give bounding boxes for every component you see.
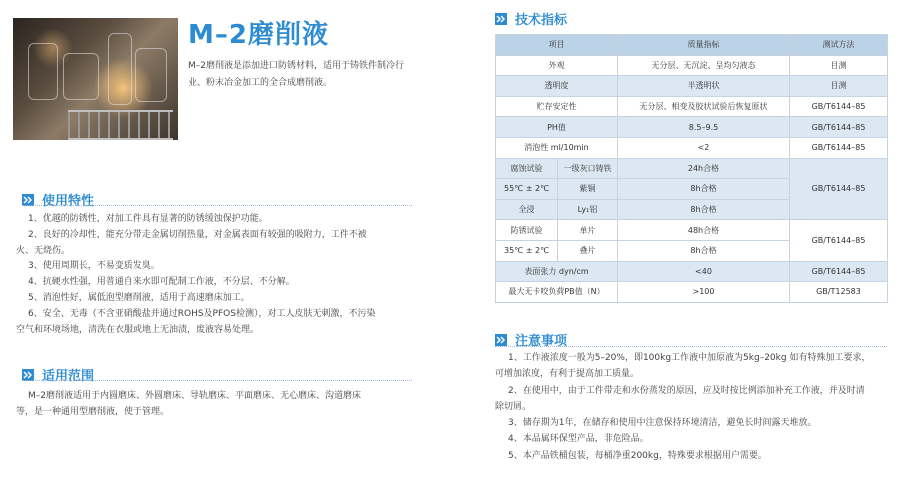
header-cell: 测试方法 xyxy=(790,35,888,56)
table-cell: 贮存安定性 xyxy=(496,96,618,117)
table-cell: Ly₁铝 xyxy=(558,199,618,220)
feature-item: 6、安全、无毒（不含亚硝酸盐并通过ROHS及PFOS检测），对工人皮肤无刺激，不污染 xyxy=(28,308,376,319)
feature-item: 1、优越的防锈性，对加工件具有显著的防锈缓蚀保护功能。 xyxy=(28,214,268,224)
table-row xyxy=(496,96,888,117)
table-cell: <40 xyxy=(618,261,790,282)
note-line: 1、工作液浓度一般为5–20%，即100kg工作液中加原液为5kg–20kg 如有特殊加工要求， xyxy=(508,353,871,363)
table-cell: 防锈试验 xyxy=(496,220,558,241)
note-line: 3、储存期为1年，在储存和使用中注意保持环境清洁，避免长时间露天堆放。 xyxy=(508,418,817,429)
table-cell: 8h合格 xyxy=(618,240,790,261)
features-divider xyxy=(22,205,412,206)
feature-item: 空气和环境场地，清洗在衣服或地上无油渍，废液容易处理。 xyxy=(16,324,260,335)
table-cell: 目测 xyxy=(790,55,888,76)
table-cell: GB/T6144–85 xyxy=(790,158,888,220)
feature-item: 4、抗硬水性强，用普通自来水即可配制工作液，不分层、不分解。 xyxy=(28,277,295,288)
table-cell: 外观 xyxy=(496,55,618,76)
table-cell: 无分层、相变及胶状试验后恢复原状 xyxy=(618,96,790,117)
table-cell: GB/T6144–85 xyxy=(790,220,888,261)
table-cell: 表面张力 dyn/cm xyxy=(496,261,618,282)
table-cell: 无分层、无沉淀、呈均匀液态 xyxy=(618,55,790,76)
note-line: 可增加浓度，有利于提高加工质量。 xyxy=(495,369,640,380)
table-cell: 消泡性 ml/10min xyxy=(496,137,618,158)
table-cell: 一级灰口铸铁 xyxy=(558,158,618,179)
table-cell: 叠片 xyxy=(558,240,618,261)
table-cell: 最大无卡咬负荷PB值（N） xyxy=(496,282,618,303)
scope-text xyxy=(16,388,418,420)
scope-heading xyxy=(22,365,94,384)
features-list xyxy=(16,212,418,338)
double-chevron-right-icon xyxy=(495,13,507,25)
header-cell: 质量指标 xyxy=(618,35,790,56)
feature-item: 火、无烧伤。 xyxy=(16,245,71,256)
table-row xyxy=(496,158,888,179)
note-line: 4、本品属环保型产品，非危险品。 xyxy=(508,434,649,445)
table-row xyxy=(496,117,888,138)
table-cell: GB/T6144–85 xyxy=(790,96,888,117)
table-cell: 48h合格 xyxy=(618,220,790,241)
table-cell: 腐蚀试验 xyxy=(496,158,558,179)
table-cell: 8.5–9.5 xyxy=(618,117,790,138)
product-title: M–2磨削液 xyxy=(188,20,329,50)
table-cell: 目测 xyxy=(790,76,888,97)
table-cell: >100 xyxy=(618,282,790,303)
note-line: 除切屑。 xyxy=(495,401,532,412)
feature-item: 2、良好的冷却性，能充分带走金属切削热量，对金属表面有较强的吸附力，工件不被 xyxy=(28,229,367,240)
table-row xyxy=(496,261,888,282)
table-cell: <2 xyxy=(618,137,790,158)
double-chevron-right-icon xyxy=(22,194,34,206)
table-row xyxy=(496,76,888,97)
spec-heading xyxy=(495,9,567,28)
note-line: 2、在使用中，由于工件带走和水份蒸发的原因，应及时按比例添加补充工作液，并及时清 xyxy=(508,385,865,396)
table-cell: GB/T12583 xyxy=(790,282,888,303)
table-cell: 半透明状 xyxy=(618,76,790,97)
table-row xyxy=(496,282,888,303)
scope-line: M–2磨削液适用于内圆磨床、外圆磨床、导轨磨床、平面磨床、无心磨床、沟道磨床 xyxy=(28,391,361,401)
table-row xyxy=(496,137,888,158)
table-row xyxy=(496,55,888,76)
table-cell: 8h合格 xyxy=(618,179,790,200)
table-header-row xyxy=(496,35,888,56)
double-chevron-right-icon xyxy=(495,334,507,346)
product-photo xyxy=(13,18,178,140)
table-cell: 单片 xyxy=(558,220,618,241)
notes-text xyxy=(495,350,893,464)
feature-item: 3、使用周期长，不易变质发臭。 xyxy=(28,261,160,272)
table-cell: 55℃ ± 2℃ xyxy=(496,179,558,200)
spec-table xyxy=(495,34,888,303)
spec-heading-text: 技术指标 xyxy=(515,13,568,28)
notes-divider xyxy=(495,346,887,347)
scope-line: 等，是一种通用型磨削液，使于管理。 xyxy=(16,407,170,417)
double-chevron-right-icon xyxy=(22,369,34,381)
table-cell: 全浸 xyxy=(496,199,558,220)
table-cell: 35℃ ± 2℃ xyxy=(496,240,558,261)
note-line: 5、本产品铁桶包装，每桶净重200kg，特殊要求根据用户需要。 xyxy=(508,450,767,461)
table-cell: 紫铜 xyxy=(558,179,618,200)
table-cell: GB/T6144–85 xyxy=(790,137,888,158)
table-cell: 24h合格 xyxy=(618,158,790,179)
product-intro: M–2磨削液是添加进口防锈材料，适用于铸铁件制冷行业、粉末冶金加工的全合成磨削液。 xyxy=(188,61,404,88)
table-cell: PH值 xyxy=(496,117,618,138)
feature-item: 5、消泡性好，属低泡型磨削液，适用于高速磨床加工。 xyxy=(28,292,250,303)
notes-heading-text: 注意事项 xyxy=(515,334,568,349)
table-row xyxy=(496,220,888,241)
scope-divider xyxy=(22,380,412,381)
table-cell: 8h合格 xyxy=(618,199,790,220)
table-cell: GB/T6144–85 xyxy=(790,261,888,282)
features-heading-text: 使用特性 xyxy=(42,194,95,209)
table-cell: GB/T6144–85 xyxy=(790,117,888,138)
features-heading xyxy=(22,190,94,209)
header-cell: 项目 xyxy=(496,35,618,56)
scope-heading-text: 适用范围 xyxy=(42,369,95,384)
table-cell: 透明度 xyxy=(496,76,618,97)
